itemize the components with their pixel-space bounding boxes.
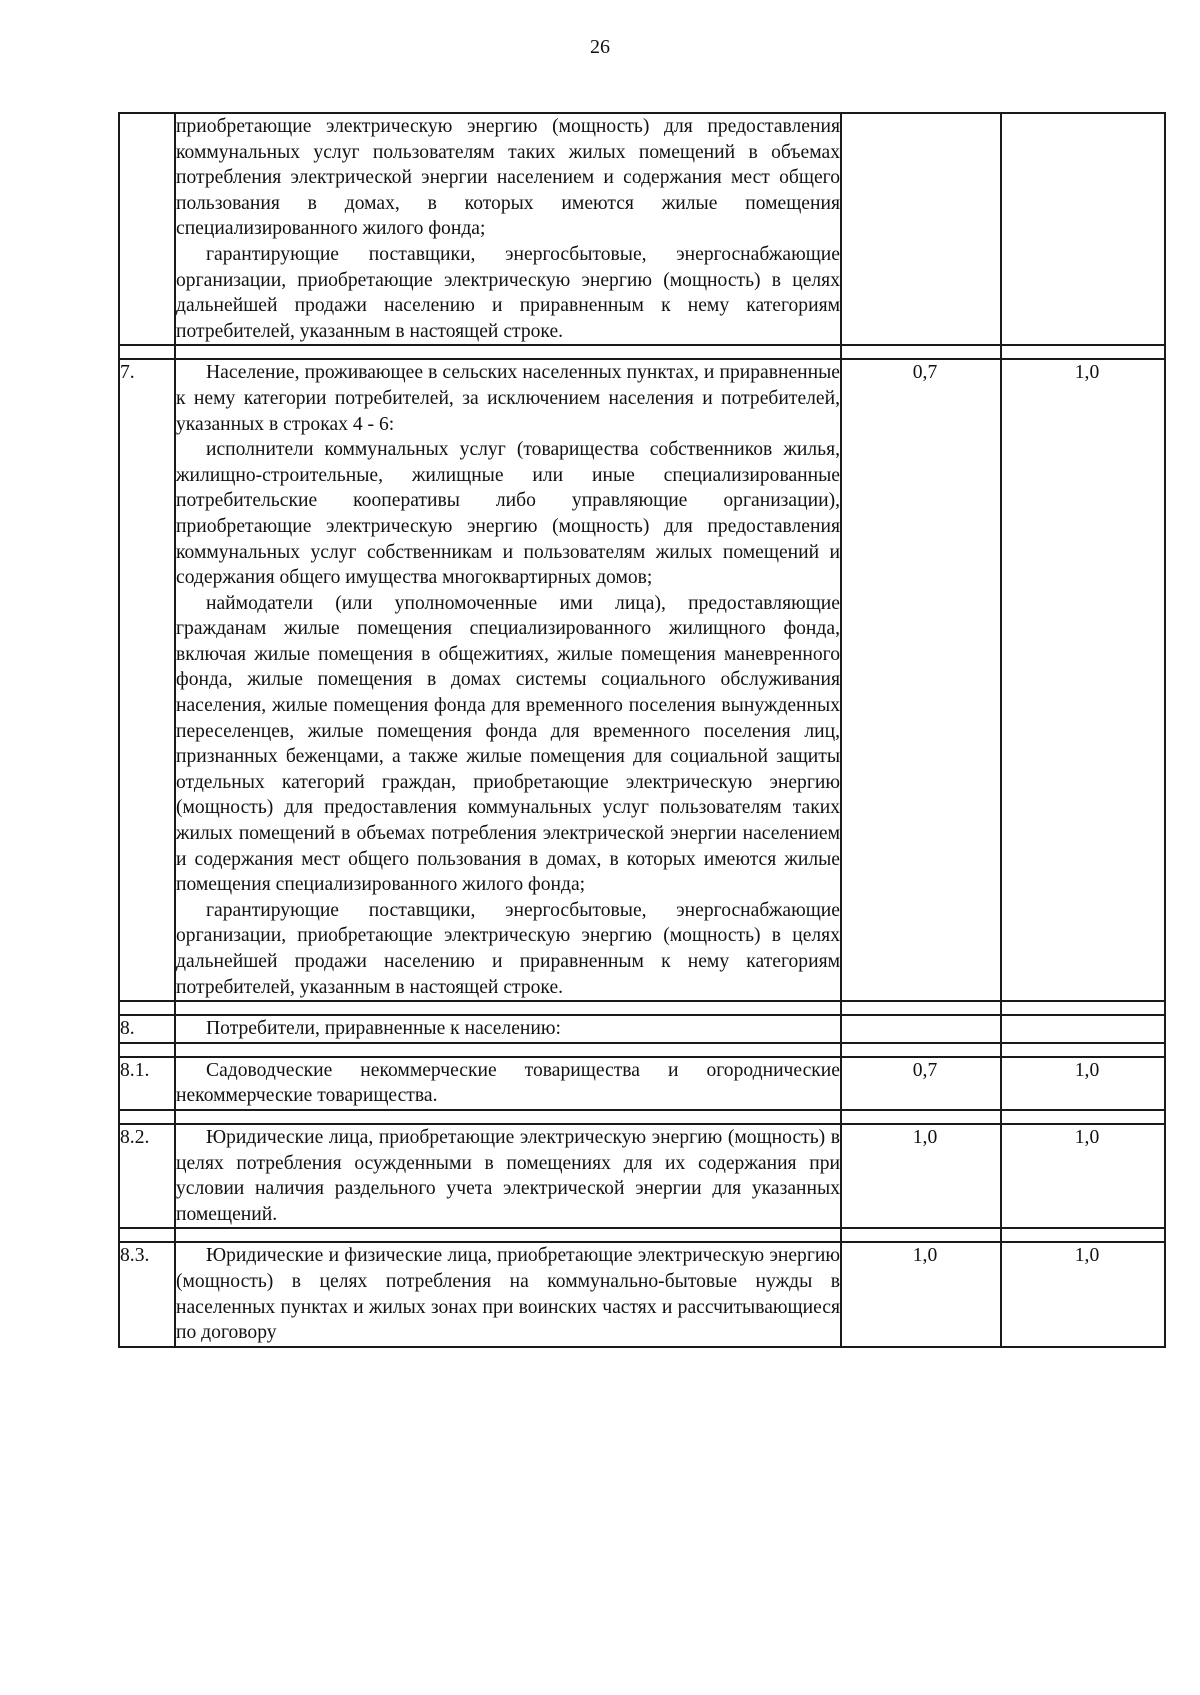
- separator-cell: [841, 345, 1001, 359]
- separator-cell: [175, 1001, 841, 1015]
- row-number: 8.2.: [119, 1124, 175, 1228]
- separator-cell: [1001, 345, 1165, 359]
- row-description: [175, 1242, 841, 1346]
- coefficient-value-2: 1,0: [1074, 362, 1100, 384]
- separator-cell: [175, 1043, 841, 1057]
- coefficient-value-1: 0,7: [912, 362, 938, 384]
- row-number: 8.1.: [119, 1057, 175, 1110]
- separator-cell: [1001, 1228, 1165, 1242]
- row-number: 8.3.: [119, 1242, 175, 1346]
- row-number: [119, 113, 175, 345]
- description-paragraph: Население, проживающее в сельских населенных пунктах, и приравненные к нему категории потребителей, за исключением населения и потребителей, указанных в строках 4 - 6:: [176, 362, 840, 435]
- separator-cell: [119, 1110, 175, 1124]
- description-paragraph: исполнители коммунальных услуг (товарищества собственников жилья, жилищно-строительные, жилищные или иные специализированные потребительские кооперативы либо управляющие организации), приобретающие электрическую энергию (мощность) для предоставления коммунальных услуг собственникам и пользователям жилых помещений и содержания общего имущества многоквартирных домов;: [176, 439, 840, 589]
- row-separator: [119, 1228, 1165, 1242]
- separator-cell: [119, 1228, 175, 1242]
- separator-cell: [119, 345, 175, 359]
- page-number: 26: [590, 36, 610, 58]
- coefficient-value-2: 1,0: [1074, 1245, 1100, 1267]
- separator-cell: [175, 345, 841, 359]
- row-description: [175, 1124, 841, 1228]
- description-paragraph: Потребители, приравненные к населению:: [206, 1018, 561, 1040]
- tariff-coefficients-table: [118, 112, 1166, 1348]
- table-row: [119, 1124, 1165, 1228]
- coefficient-cell-2: [1001, 1242, 1165, 1346]
- coefficient-cell-2: [1001, 359, 1165, 1001]
- description-paragraph: гарантирующие поставщики, энергосбытовые, энергоснабжающие организации, приобретающие электрическую энергию (мощность) в целях дальнейшей продажи населению и приравненным к нему категориям потребителей, указанным в настоящей строке.: [176, 899, 840, 998]
- description-paragraph: наймодатели (или уполномоченные ими лица), предоставляющие гражданам жилые помещения специализированного жилищного фонда, включая жилые помещения в общежитиях, жилые помещения маневренного фонда, жилые помещения в домах системы социального обслуживания населения, жилые помещения фонда для временного поселения вынужденных переселенцев, жилые помещения фонда для временного поселения лиц, признанных беженцами, а также жилые помещения для социальной защиты отдельных категорий граждан, приобретающие электрическую энергию (мощность) для предоставления коммунальных услуг пользователям таких жилых помещений в объемах потребления электрической энергии населением и содержания мест общего пользования в домах, в которых имеются жилые помещения специализированного жилого фонда;: [176, 592, 840, 896]
- description-paragraph: Садоводческие некоммерческие товарищества и огороднические некоммерческие товарищества.: [176, 1059, 840, 1107]
- coefficient-cell-1: [841, 1242, 1001, 1346]
- coefficient-value-1: 1,0: [912, 1245, 938, 1267]
- row-number: 8.: [119, 1015, 175, 1043]
- coefficient-cell-2: [1001, 1057, 1165, 1110]
- table-row: [119, 359, 1165, 1001]
- separator-cell: [1001, 1001, 1165, 1015]
- coefficient-cell-1: [841, 1057, 1001, 1110]
- coefficient-cell-1: [841, 1124, 1001, 1228]
- description-paragraph: приобретающие электрическую энергию (мощность) для предоставления коммунальных услуг пользователям таких жилых помещений в объемах потребления электрической энергии населением и содержания мест общего пользования в домах, в которых имеются жилые помещения специализированного жилого фонда;: [176, 116, 840, 240]
- row-separator: [119, 1001, 1165, 1015]
- coefficient-cell-1: [841, 113, 1001, 345]
- separator-cell: [175, 1110, 841, 1124]
- separator-cell: [1001, 1043, 1165, 1057]
- coefficient-cell-2: [1001, 1015, 1165, 1043]
- description-paragraph: гарантирующие поставщики, энергосбытовые, энергоснабжающие организации, приобретающие электрическую энергию (мощность) в целях дальнейшей продажи населению и приравненным к нему категориям потребителей, указанным в настоящей строке.: [176, 243, 840, 342]
- row-description: [175, 359, 841, 1001]
- description-paragraph: Юридические и физические лица, приобретающие электрическую энергию (мощность) в целях потребления на коммунально-бытовые нужды в населенных пунктах и жилых зонах при воинских частях и рассчитывающиеся по договору: [176, 1245, 840, 1344]
- description-paragraph: Юридические лица, приобретающие электрическую энергию (мощность) в целях потребления осужденными в помещениях для их содержания при условии наличия раздельного учета электрической энергии для указанных помещений.: [176, 1126, 840, 1225]
- table-row: [119, 113, 1165, 345]
- row-description: [175, 1057, 841, 1110]
- row-separator: [119, 345, 1165, 359]
- coefficient-cell-1: [841, 1015, 1001, 1043]
- separator-cell: [841, 1228, 1001, 1242]
- coefficient-cell-1: [841, 359, 1001, 1001]
- separator-cell: [841, 1110, 1001, 1124]
- separator-cell: [841, 1043, 1001, 1057]
- table-row: [119, 1057, 1165, 1110]
- row-separator: [119, 1110, 1165, 1124]
- coefficient-value-1: 1,0: [912, 1126, 938, 1148]
- table-row: [119, 1242, 1165, 1346]
- separator-cell: [119, 1001, 175, 1015]
- coefficient-value-1: 0,7: [912, 1059, 938, 1081]
- row-description: [175, 1015, 841, 1043]
- separator-cell: [1001, 1110, 1165, 1124]
- row-number: 7.: [119, 359, 175, 1001]
- coefficient-cell-2: [1001, 1124, 1165, 1228]
- separator-cell: [175, 1228, 841, 1242]
- coefficient-value-2: 1,0: [1074, 1126, 1100, 1148]
- coefficient-value-2: 1,0: [1074, 1059, 1100, 1081]
- separator-cell: [119, 1043, 175, 1057]
- table-body: [119, 113, 1165, 1347]
- row-separator: [119, 1043, 1165, 1057]
- coefficient-cell-2: [1001, 113, 1165, 345]
- row-description: [175, 113, 841, 345]
- table-row: [119, 1015, 1165, 1043]
- separator-cell: [841, 1001, 1001, 1015]
